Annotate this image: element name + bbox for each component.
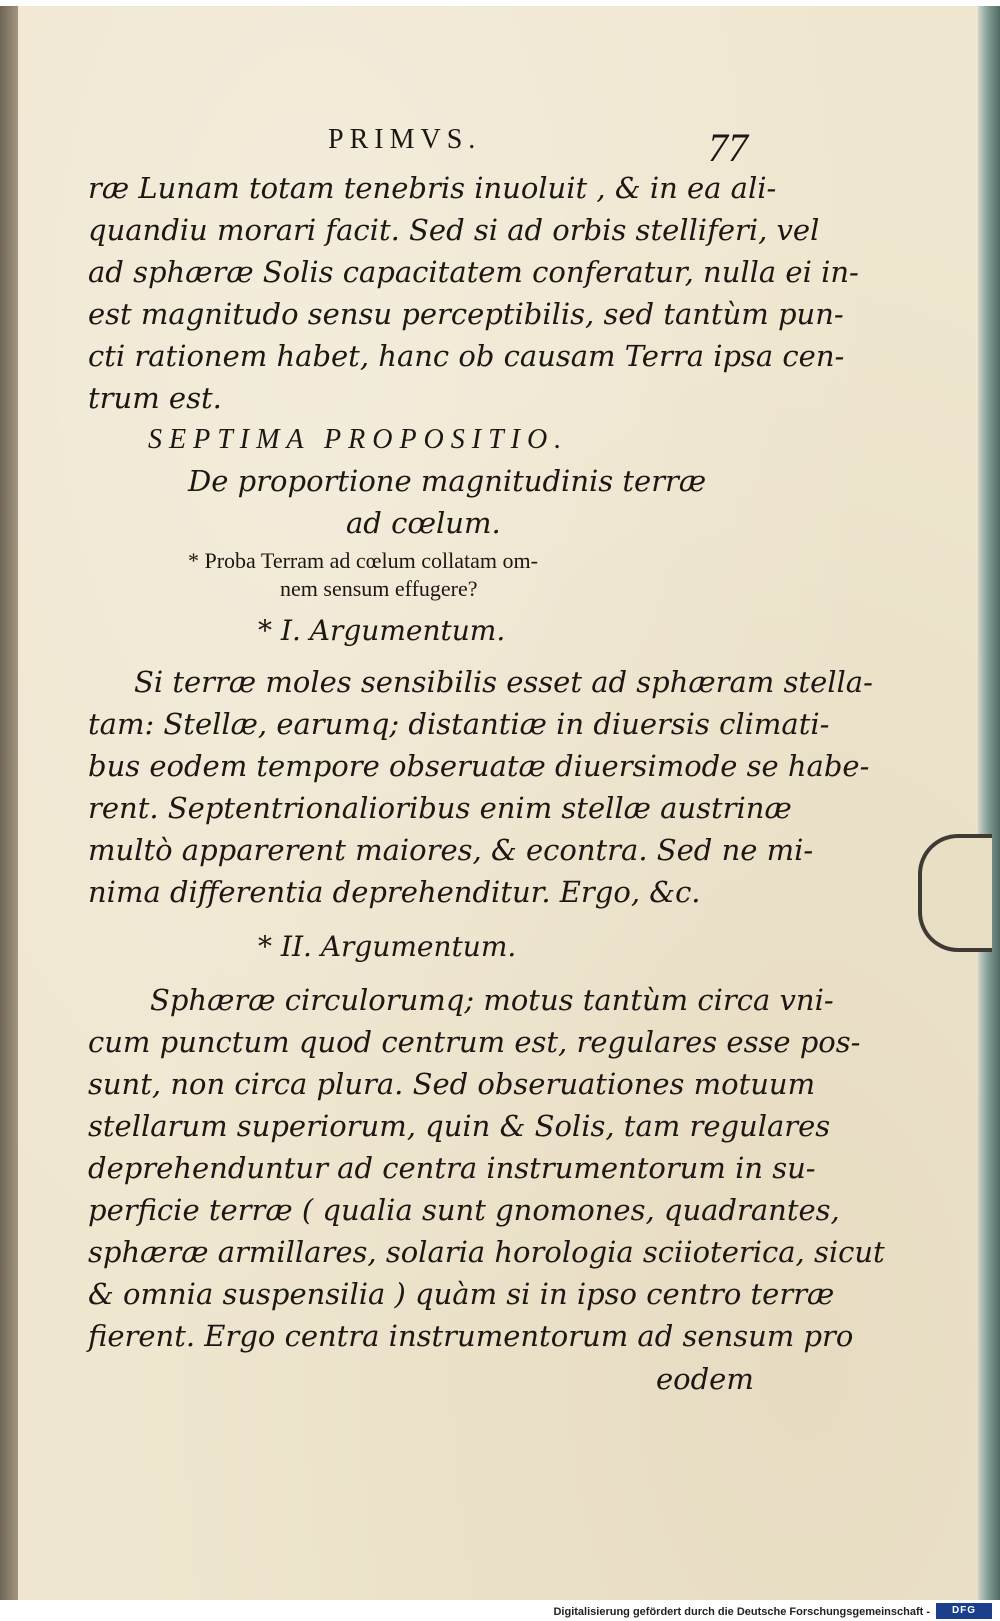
proposition-subtitle: De proportione magnitudinis terræ [188, 464, 707, 498]
argument-heading: * II. Argumentum. [258, 930, 517, 963]
cover-edge [978, 6, 1000, 1606]
text-line: tam: Stellæ, earumq; distantiæ in diuersis climati- [88, 707, 830, 741]
text-line: est magnitudo sensu perceptibilis, sed tantùm pun- [88, 297, 844, 331]
text-line: trum est. [88, 381, 222, 415]
book-page [18, 6, 1000, 1606]
proposition-note: * Proba Terram ad cœlum collatam om- [188, 548, 538, 573]
dfg-logo: DFG [936, 1603, 992, 1619]
text-line: cti rationem habet, hanc ob causam Terra ipsa cen- [88, 339, 845, 373]
proposition-title: SEPTIMA PROPOSITIO. [148, 424, 569, 455]
text-line: quandiu morari facit. Sed si ad orbis stelliferi, vel [88, 213, 820, 247]
catchword: eodem [656, 1362, 754, 1396]
text-line: deprehenduntur ad centra instrumentorum in su- [88, 1151, 816, 1185]
text-line: nima differentia deprehenditur. Ergo, &c. [88, 875, 701, 909]
text-line: perficie terræ ( qualia sunt gnomones, quadrantes, [88, 1193, 840, 1227]
footer-bar [0, 1600, 1000, 1621]
text-line: multò apparerent maiores, & econtra. Sed ne mi- [88, 833, 814, 867]
proposition-subtitle: ad cœlum. [346, 506, 501, 540]
text-line: sphæræ armillares, solaria horologia sciioterica, sicut [88, 1235, 885, 1269]
text-line: ad sphæræ Solis capacitatem conferatur, nulla ei in- [88, 255, 859, 289]
text-line: ræ Lunam totam tenebris inuoluit , & in ea ali- [88, 171, 777, 205]
text-line: Sphæræ circulorumq; motus tantùm circa vni- [150, 983, 834, 1017]
funding-credit: Digitalisierung gefördert durch die Deutsche Forschungsgemeinschaft - [553, 1606, 930, 1618]
proposition-note: nem sensum effugere? [280, 576, 478, 601]
page-clip [918, 834, 992, 952]
text-line: Si terræ moles sensibilis esset ad sphæram stella- [134, 665, 873, 699]
running-head: PRIMVS. [328, 124, 482, 155]
text-line: & omnia suspensilia ) quàm si in ipso centro terræ [88, 1277, 835, 1311]
argument-heading: * I. Argumentum. [258, 614, 506, 647]
text-line: rent. Septentrionalioribus enim stellæ austrinæ [88, 791, 792, 825]
text-line: bus eodem tempore obseruatæ diuersimode se habe- [88, 749, 870, 783]
text-line: fierent. Ergo centra instrumentorum ad sensum pro [88, 1319, 854, 1353]
page-number: 77 [708, 125, 748, 170]
text-line: cum punctum quod centrum est, regulares esse pos- [88, 1025, 861, 1059]
text-line: stellarum superiorum, quin & Solis, tam regulares [88, 1109, 831, 1143]
text-line: sunt, non circa plura. Sed obseruationes motuum [88, 1067, 816, 1101]
